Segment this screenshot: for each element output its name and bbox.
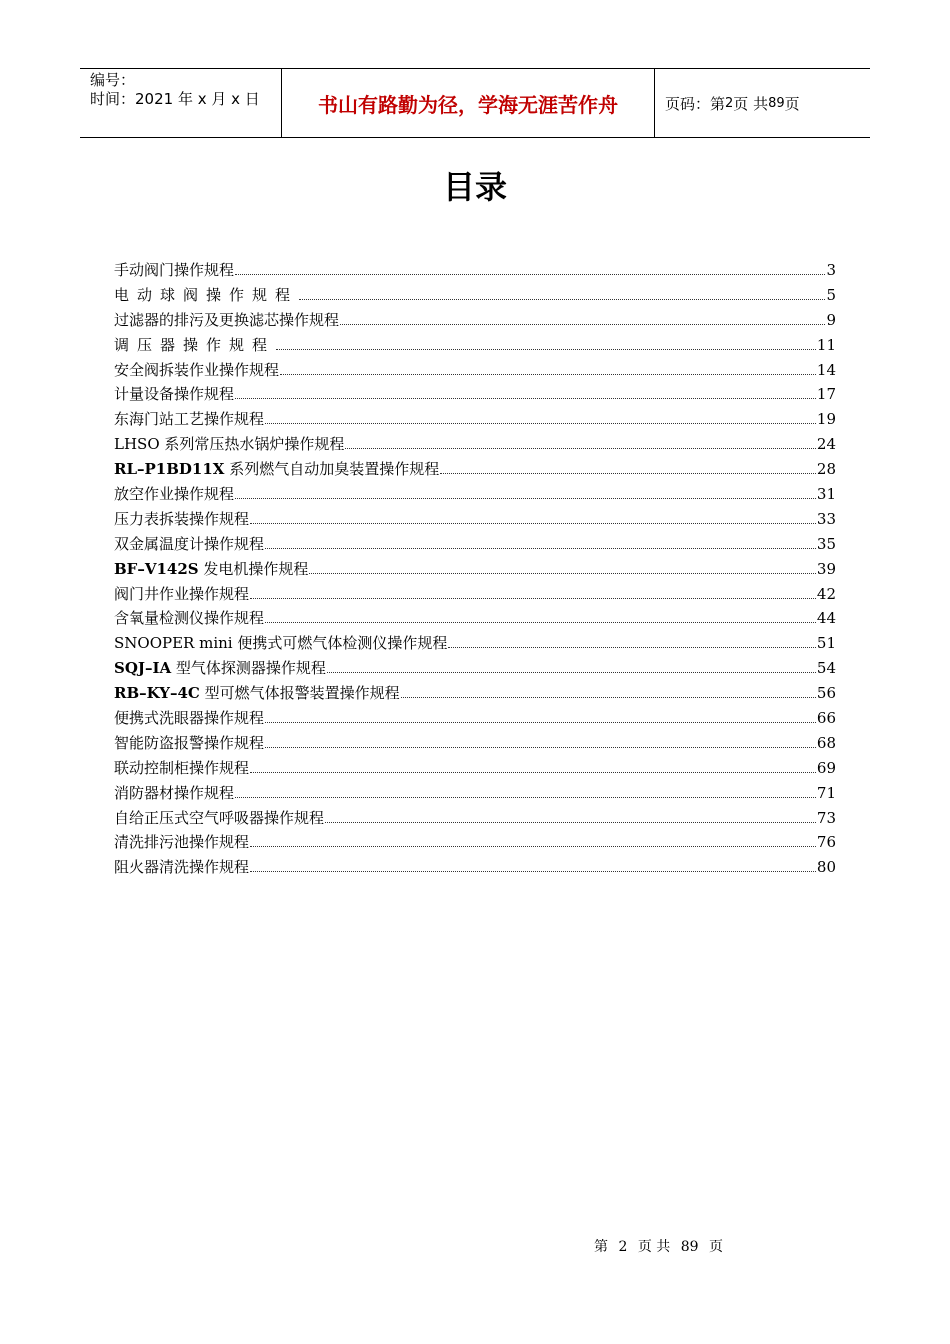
header-meta (80, 69, 282, 137)
toc-dot-leader (340, 323, 825, 325)
toc-entry-label (114, 358, 279, 383)
toc-entry-label (114, 606, 264, 631)
toc-entry[interactable] (114, 457, 836, 482)
toc-entry-text: 阻火器清洗操作规程 (114, 858, 250, 877)
toc-entry[interactable] (114, 756, 836, 781)
toc-entry[interactable] (114, 830, 836, 855)
footer-prefix: 第 (594, 1239, 608, 1255)
toc-entry[interactable] (114, 258, 836, 283)
toc-entry-page: 28 (816, 460, 836, 479)
toc-dot-leader (401, 696, 816, 698)
toc-entry[interactable] (114, 333, 836, 358)
toc-entry[interactable] (114, 781, 836, 806)
toc-entry[interactable] (114, 557, 836, 582)
toc-entry-label (114, 731, 264, 756)
toc-dot-leader (265, 621, 816, 623)
header-page-number: 2 (725, 95, 734, 111)
toc-entry-label (114, 631, 447, 656)
toc-dot-leader (250, 522, 816, 524)
toc-entry[interactable] (114, 382, 836, 407)
toc-entry[interactable] (114, 507, 836, 532)
footer-suffix: 页 (709, 1239, 724, 1255)
toc-dot-leader (235, 796, 816, 798)
header-page-total: 89 (768, 95, 785, 111)
toc-entry-text: 安全阀拆装作业操作规程 (114, 360, 280, 379)
toc-entry-label (114, 432, 344, 457)
toc-entry-page: 51 (816, 634, 836, 653)
toc-entry-text: 东海门站工艺操作规程 (114, 410, 265, 429)
toc-entry-label (114, 656, 326, 681)
toc-entry-text: 智能防盗报警操作规程 (114, 733, 265, 752)
toc-entry-prefix: LHSO (114, 435, 165, 454)
toc-dot-leader (276, 348, 816, 350)
toc-entry[interactable] (114, 631, 836, 656)
toc-entry-page: 80 (816, 858, 836, 877)
toc-entry-label (114, 258, 234, 283)
toc-entry-prefix: SNOOPER mini (114, 634, 238, 653)
toc-entry[interactable] (114, 706, 836, 731)
toc-entry-label (114, 333, 275, 358)
toc-entry-label (114, 681, 400, 706)
toc-entry-text: 调压器操作规程 (114, 335, 276, 354)
header-page-info (655, 69, 870, 137)
toc-entry-page: 71 (816, 783, 836, 802)
toc-entry-text: 双金属温度计操作规程 (114, 534, 265, 553)
toc-entry-page: 44 (816, 609, 836, 628)
toc-entry-label (114, 855, 249, 880)
toc-dot-leader (309, 572, 816, 574)
footer-page-total: 89 (680, 1239, 699, 1255)
toc-entry-page: 56 (816, 684, 836, 703)
toc-dot-leader (265, 547, 816, 549)
toc-entry-page: 11 (816, 335, 836, 354)
toc-entry-text: 清洗排污池操作规程 (114, 833, 250, 852)
toc-dot-leader (265, 721, 816, 723)
toc-entry[interactable] (114, 582, 836, 607)
document-header (80, 68, 870, 138)
toc-entry-text: 放空作业操作规程 (114, 485, 235, 504)
toc-entry-page: 3 (826, 261, 836, 279)
toc-entry-label (114, 557, 308, 582)
header-motto: 书山有路勤为径，学海无涯苦作舟 (282, 69, 655, 137)
table-of-contents (114, 258, 836, 880)
toc-dot-leader (265, 422, 816, 424)
toc-dot-leader (250, 870, 816, 872)
toc-dot-leader (327, 671, 816, 673)
header-page-mid: 页 共 (733, 94, 769, 113)
toc-entry-page: 19 (816, 410, 836, 429)
toc-entry-page: 33 (816, 509, 836, 528)
toc-entry-text: 便携式洗眼器操作规程 (114, 709, 265, 728)
toc-entry-label (114, 308, 339, 333)
toc-dot-leader (250, 845, 816, 847)
header-page-end: 页 (784, 94, 800, 113)
page-title: 目录 (442, 168, 507, 206)
toc-entry-model: RL–P1BD11X (114, 460, 225, 479)
toc-entry-text: 系列燃气自动加臭装置操作规程 (224, 460, 440, 479)
toc-entry[interactable] (114, 731, 836, 756)
document-date: 时间：2021 年 x 月 x 日 (90, 90, 260, 108)
toc-entry-label (114, 382, 234, 407)
toc-entry-page: 42 (816, 584, 836, 603)
toc-entry-text: 压力表拆装操作规程 (114, 509, 250, 528)
toc-entry-text: 计量设备操作规程 (114, 385, 235, 404)
toc-entry-page: 54 (816, 659, 836, 678)
toc-entry[interactable] (114, 407, 836, 432)
toc-entry[interactable] (114, 358, 836, 383)
toc-entry-text: 阀门井作业操作规程 (114, 584, 250, 603)
toc-entry-text: 型气体探测器操作规程 (171, 659, 326, 678)
toc-entry[interactable] (114, 656, 836, 681)
toc-entry-page: 35 (816, 534, 836, 553)
toc-entry-label (114, 482, 234, 507)
toc-dot-leader (250, 771, 816, 773)
toc-entry-text: 联动控制柜操作规程 (114, 758, 250, 777)
toc-dot-leader (299, 298, 825, 300)
header-page-label: 页码：第 (665, 94, 726, 113)
toc-entry-model: BF–V142S (114, 559, 199, 578)
toc-entry-text: 电动球阀操作规程 (114, 285, 299, 304)
toc-entry-label (114, 781, 234, 806)
toc-entry-text: 型可燃气体报警装置操作规程 (199, 684, 400, 703)
toc-entry-label (114, 507, 249, 532)
toc-dot-leader (345, 447, 816, 449)
toc-entry-page: 69 (816, 758, 836, 777)
toc-entry-text: 消防器材操作规程 (114, 783, 235, 802)
toc-entry-page: 39 (816, 559, 836, 578)
toc-dot-leader (280, 373, 816, 375)
toc-dot-leader (440, 472, 816, 474)
toc-entry-model: RB–KY–4C (114, 684, 200, 703)
toc-dot-leader (235, 273, 825, 275)
toc-entry-page: 9 (826, 310, 836, 329)
toc-entry[interactable] (114, 606, 836, 631)
toc-entry-text: 自给正压式空气呼吸器操作规程 (114, 808, 325, 827)
toc-entry-page: 66 (816, 709, 836, 728)
toc-dot-leader (448, 646, 816, 648)
toc-entry-page: 5 (826, 285, 836, 304)
toc-entry-page: 17 (816, 385, 836, 404)
toc-dot-leader (235, 397, 816, 399)
footer-page-number: 2 (618, 1239, 628, 1255)
toc-entry-label (114, 457, 439, 482)
toc-entry[interactable] (114, 482, 836, 507)
toc-entry-page: 68 (816, 733, 836, 752)
toc-entry-text: 含氧量检测仪操作规程 (114, 609, 265, 628)
footer-mid: 页 共 (637, 1239, 671, 1255)
toc-entry-text: 手动阀门操作规程 (114, 261, 235, 279)
toc-entry-label (114, 706, 264, 731)
toc-entry-page: 24 (816, 435, 836, 454)
toc-entry-label (114, 283, 298, 308)
toc-dot-leader (250, 597, 816, 599)
toc-entry-text: 系列常压热水锅炉操作规程 (164, 435, 345, 454)
toc-dot-leader (265, 746, 816, 748)
toc-entry-page: 31 (816, 485, 836, 504)
toc-entry-label (114, 532, 264, 557)
toc-entry-text: 便携式可燃气体检测仪操作规程 (237, 634, 448, 653)
toc-entry-label (114, 756, 249, 781)
toc-entry-text: 发电机操作规程 (198, 559, 309, 578)
toc-entry-text: 过滤器的排污及更换滤芯操作规程 (114, 310, 340, 329)
toc-entry-model: SQJ–IA (114, 659, 172, 678)
toc-entry[interactable] (114, 283, 836, 308)
page-footer (594, 1236, 729, 1256)
toc-entry[interactable] (114, 855, 836, 880)
toc-entry-label (114, 407, 264, 432)
toc-entry-page: 73 (816, 808, 836, 827)
toc-dot-leader (235, 497, 816, 499)
toc-entry-page: 14 (816, 360, 836, 379)
toc-entry[interactable] (114, 681, 836, 706)
toc-entry-page: 76 (816, 833, 836, 852)
toc-entry[interactable] (114, 532, 836, 557)
toc-entry[interactable] (114, 432, 836, 457)
toc-entry-label (114, 806, 324, 831)
document-number-label: 编号： (90, 71, 136, 89)
toc-entry[interactable] (114, 308, 836, 333)
toc-entry-label (114, 830, 249, 855)
toc-dot-leader (325, 821, 816, 823)
toc-entry-label (114, 582, 249, 607)
toc-entry[interactable] (114, 806, 836, 831)
